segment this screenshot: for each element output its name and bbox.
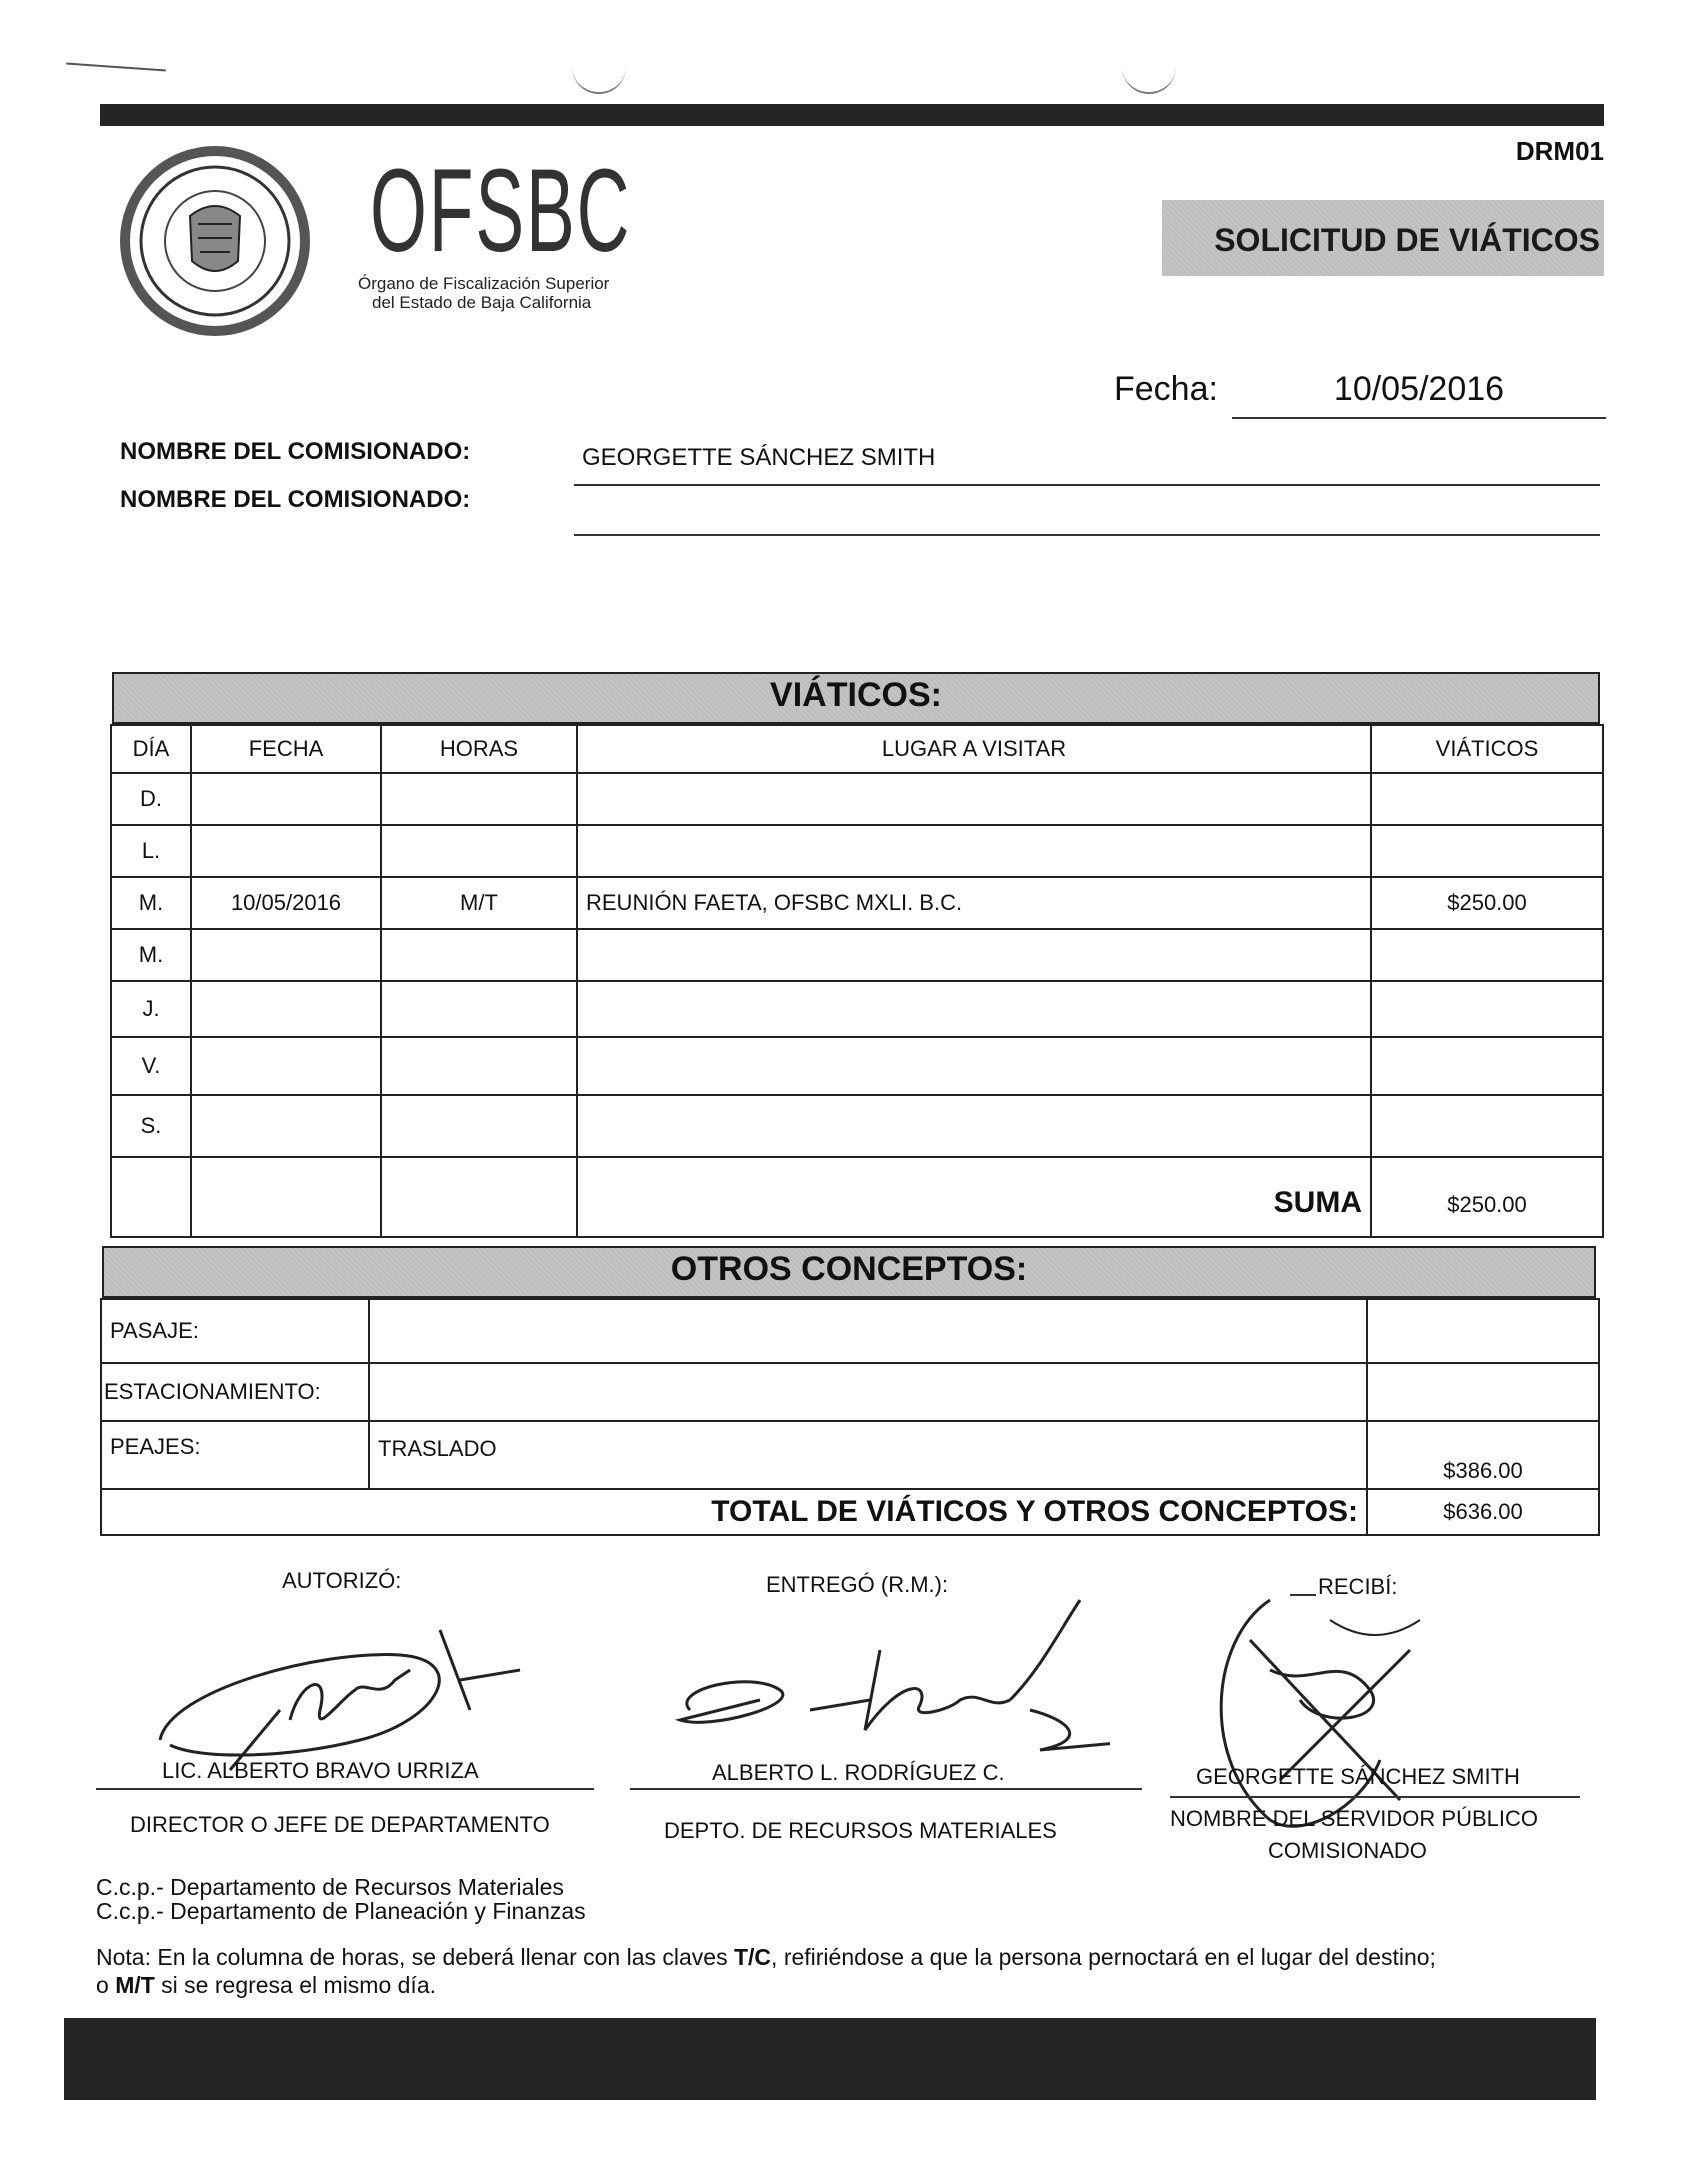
total-value: $636.00: [1367, 1489, 1599, 1535]
cell-lugar: [577, 825, 1371, 877]
cell-dia: M.: [111, 929, 191, 981]
cell-viaticos: [1371, 1095, 1603, 1157]
cell-dia: S.: [111, 1095, 191, 1157]
table-row: [101, 1421, 1599, 1489]
suma-empty-2: [191, 1157, 381, 1237]
top-bar: [100, 104, 1604, 126]
signature-line: [630, 1788, 1142, 1790]
recibi-role: NOMBRE DEL SERVIDOR PÚBLICO: [1170, 1806, 1538, 1831]
cell-dia: D.: [111, 773, 191, 825]
cell-viaticos: [1371, 981, 1603, 1037]
cell-viaticos: $250.00: [1371, 877, 1603, 929]
signature-autorizo: [140, 1610, 560, 1780]
total-row: [101, 1489, 1599, 1535]
cell-horas: [381, 981, 577, 1037]
otros-label: PASAJE:: [101, 1299, 369, 1363]
table-row: [101, 1299, 1599, 1363]
table-row: [111, 773, 1603, 825]
cell-horas: M/T: [381, 877, 577, 929]
logo-name: OFSBC: [370, 145, 632, 277]
header-viaticos: VIÁTICOS: [1371, 725, 1603, 773]
comisionado-value-2: [574, 498, 1600, 536]
table-row: [111, 1095, 1603, 1157]
table-row: [111, 877, 1603, 929]
otros-label: PEAJES:: [101, 1421, 369, 1489]
signature-entrego: [650, 1590, 1110, 1770]
otros-monto: [1367, 1299, 1599, 1363]
ccp-line-1: C.c.p.- Departamento de Recursos Materiales: [96, 1874, 564, 1900]
fecha-value: 10/05/2016: [1232, 370, 1606, 419]
cell-viaticos: [1371, 929, 1603, 981]
nota-text-2: , refiriéndose a que la persona pernoctará en el lugar del destino;: [771, 1944, 1436, 1970]
comisionado-label-2: NOMBRE DEL COMISIONADO:: [120, 486, 471, 513]
cell-lugar: [577, 1037, 1371, 1095]
cell-fecha: [191, 825, 381, 877]
viaticos-header-row: [111, 725, 1603, 773]
cell-dia: J.: [111, 981, 191, 1037]
cell-dia: M.: [111, 877, 191, 929]
ofsbc-logo: [120, 146, 640, 336]
cell-horas: [381, 1095, 577, 1157]
cell-dia: V.: [111, 1037, 191, 1095]
header-horas: HORAS: [381, 725, 577, 773]
nota-line-1: [96, 1944, 1436, 1971]
form-code: DRM01: [1515, 136, 1604, 166]
seal-icon: [120, 146, 310, 336]
header-lugar: LUGAR A VISITAR: [577, 725, 1371, 773]
form-title: SOLICITUD DE VIÁTICOS: [1214, 222, 1600, 258]
cell-horas: [381, 1037, 577, 1095]
logo-line2: del Estado de Baja California: [372, 293, 592, 312]
cell-lugar: [577, 981, 1371, 1037]
otros-title: OTROS CONCEPTOS:: [670, 1250, 1028, 1288]
suma-value: $250.00: [1371, 1157, 1603, 1237]
table-row: [111, 1037, 1603, 1095]
binder-hole-right: [1122, 62, 1176, 94]
total-label: TOTAL DE VIÁTICOS Y OTROS CONCEPTOS:: [101, 1489, 1367, 1535]
cell-fecha: 10/05/2016: [191, 877, 381, 929]
nota-text-3: o: [96, 1972, 116, 1998]
cell-fecha: [191, 1037, 381, 1095]
otros-label: ESTACIONAMIENTO:: [101, 1363, 369, 1421]
table-row: [111, 929, 1603, 981]
viaticos-title: VIÁTICOS:: [770, 676, 942, 714]
autorizo-heading: AUTORIZÓ:: [282, 1568, 402, 1593]
entrego-heading: ENTREGÓ (R.M.):: [766, 1572, 949, 1597]
cell-viaticos: [1371, 773, 1603, 825]
entrego-name: ALBERTO L. RODRÍGUEZ C.: [712, 1760, 1005, 1785]
table-row: [111, 825, 1603, 877]
entrego-role: DEPTO. DE RECURSOS MATERIALES: [664, 1818, 1057, 1843]
cell-lugar: [577, 773, 1371, 825]
signature-line: [1170, 1796, 1580, 1798]
viaticos-table: [110, 724, 1604, 1238]
autorizo-name: LIC. ALBERTO BRAVO URRIZA: [162, 1758, 479, 1783]
recibi-name: GEORGETTE SÁNCHEZ SMITH: [1196, 1764, 1520, 1789]
cell-horas: [381, 825, 577, 877]
otros-concepto: TRASLADO: [369, 1421, 1367, 1489]
cell-horas: [381, 773, 577, 825]
suma-label: SUMA: [577, 1157, 1371, 1237]
nota-key-tc: T/C: [733, 1944, 772, 1970]
cell-viaticos: [1371, 825, 1603, 877]
cell-lugar: REUNIÓN FAETA, OFSBC MXLI. B.C.: [577, 877, 1371, 929]
nota-text-4: si se regresa el mismo día.: [154, 1972, 437, 1998]
recibi-role-2: COMISIONADO: [1268, 1838, 1427, 1863]
signature-recibi: [1210, 1580, 1450, 1840]
scan-mark: [66, 63, 166, 72]
logo-line1: Órgano de Fiscalización Superior: [358, 274, 610, 293]
comisionado-value-1: GEORGETTE SÁNCHEZ SMITH: [574, 444, 1600, 486]
cell-dia: L.: [111, 825, 191, 877]
bottom-bar: [64, 2018, 1596, 2100]
suma-row: [111, 1157, 1603, 1237]
otros-table: [100, 1298, 1600, 1536]
table-row: [111, 981, 1603, 1037]
cell-fecha: [191, 981, 381, 1037]
table-row: [101, 1363, 1599, 1421]
cell-fecha: [191, 1095, 381, 1157]
autorizo-role: DIRECTOR O JEFE DE DEPARTAMENTO: [130, 1812, 550, 1837]
cell-fecha: [191, 929, 381, 981]
fecha-label: Fecha:: [1114, 370, 1218, 408]
cell-lugar: [577, 1095, 1371, 1157]
nota-line-2: [96, 1972, 436, 1999]
signature-line: [96, 1788, 594, 1790]
nota-key-mt: M/T: [115, 1972, 155, 1998]
cell-horas: [381, 929, 577, 981]
binder-hole-left: [572, 62, 626, 94]
otros-monto: [1367, 1363, 1599, 1421]
suma-empty-3: [381, 1157, 577, 1237]
header-dia: DÍA: [111, 725, 191, 773]
nota-text-1: Nota: En la columna de horas, se deberá llenar con las claves: [96, 1944, 734, 1970]
cell-viaticos: [1371, 1037, 1603, 1095]
comisionado-label-1: NOMBRE DEL COMISIONADO:: [120, 438, 471, 465]
ccp-line-2: C.c.p.- Departamento de Planeación y Finanzas: [96, 1898, 586, 1924]
otros-concepto: [369, 1363, 1367, 1421]
cell-lugar: [577, 929, 1371, 981]
cell-fecha: [191, 773, 381, 825]
otros-monto: $386.00: [1367, 1421, 1599, 1489]
otros-concepto: [369, 1299, 1367, 1363]
recibi-heading: RECIBÍ:: [1318, 1574, 1398, 1599]
header-fecha: FECHA: [191, 725, 381, 773]
suma-empty-1: [111, 1157, 191, 1237]
